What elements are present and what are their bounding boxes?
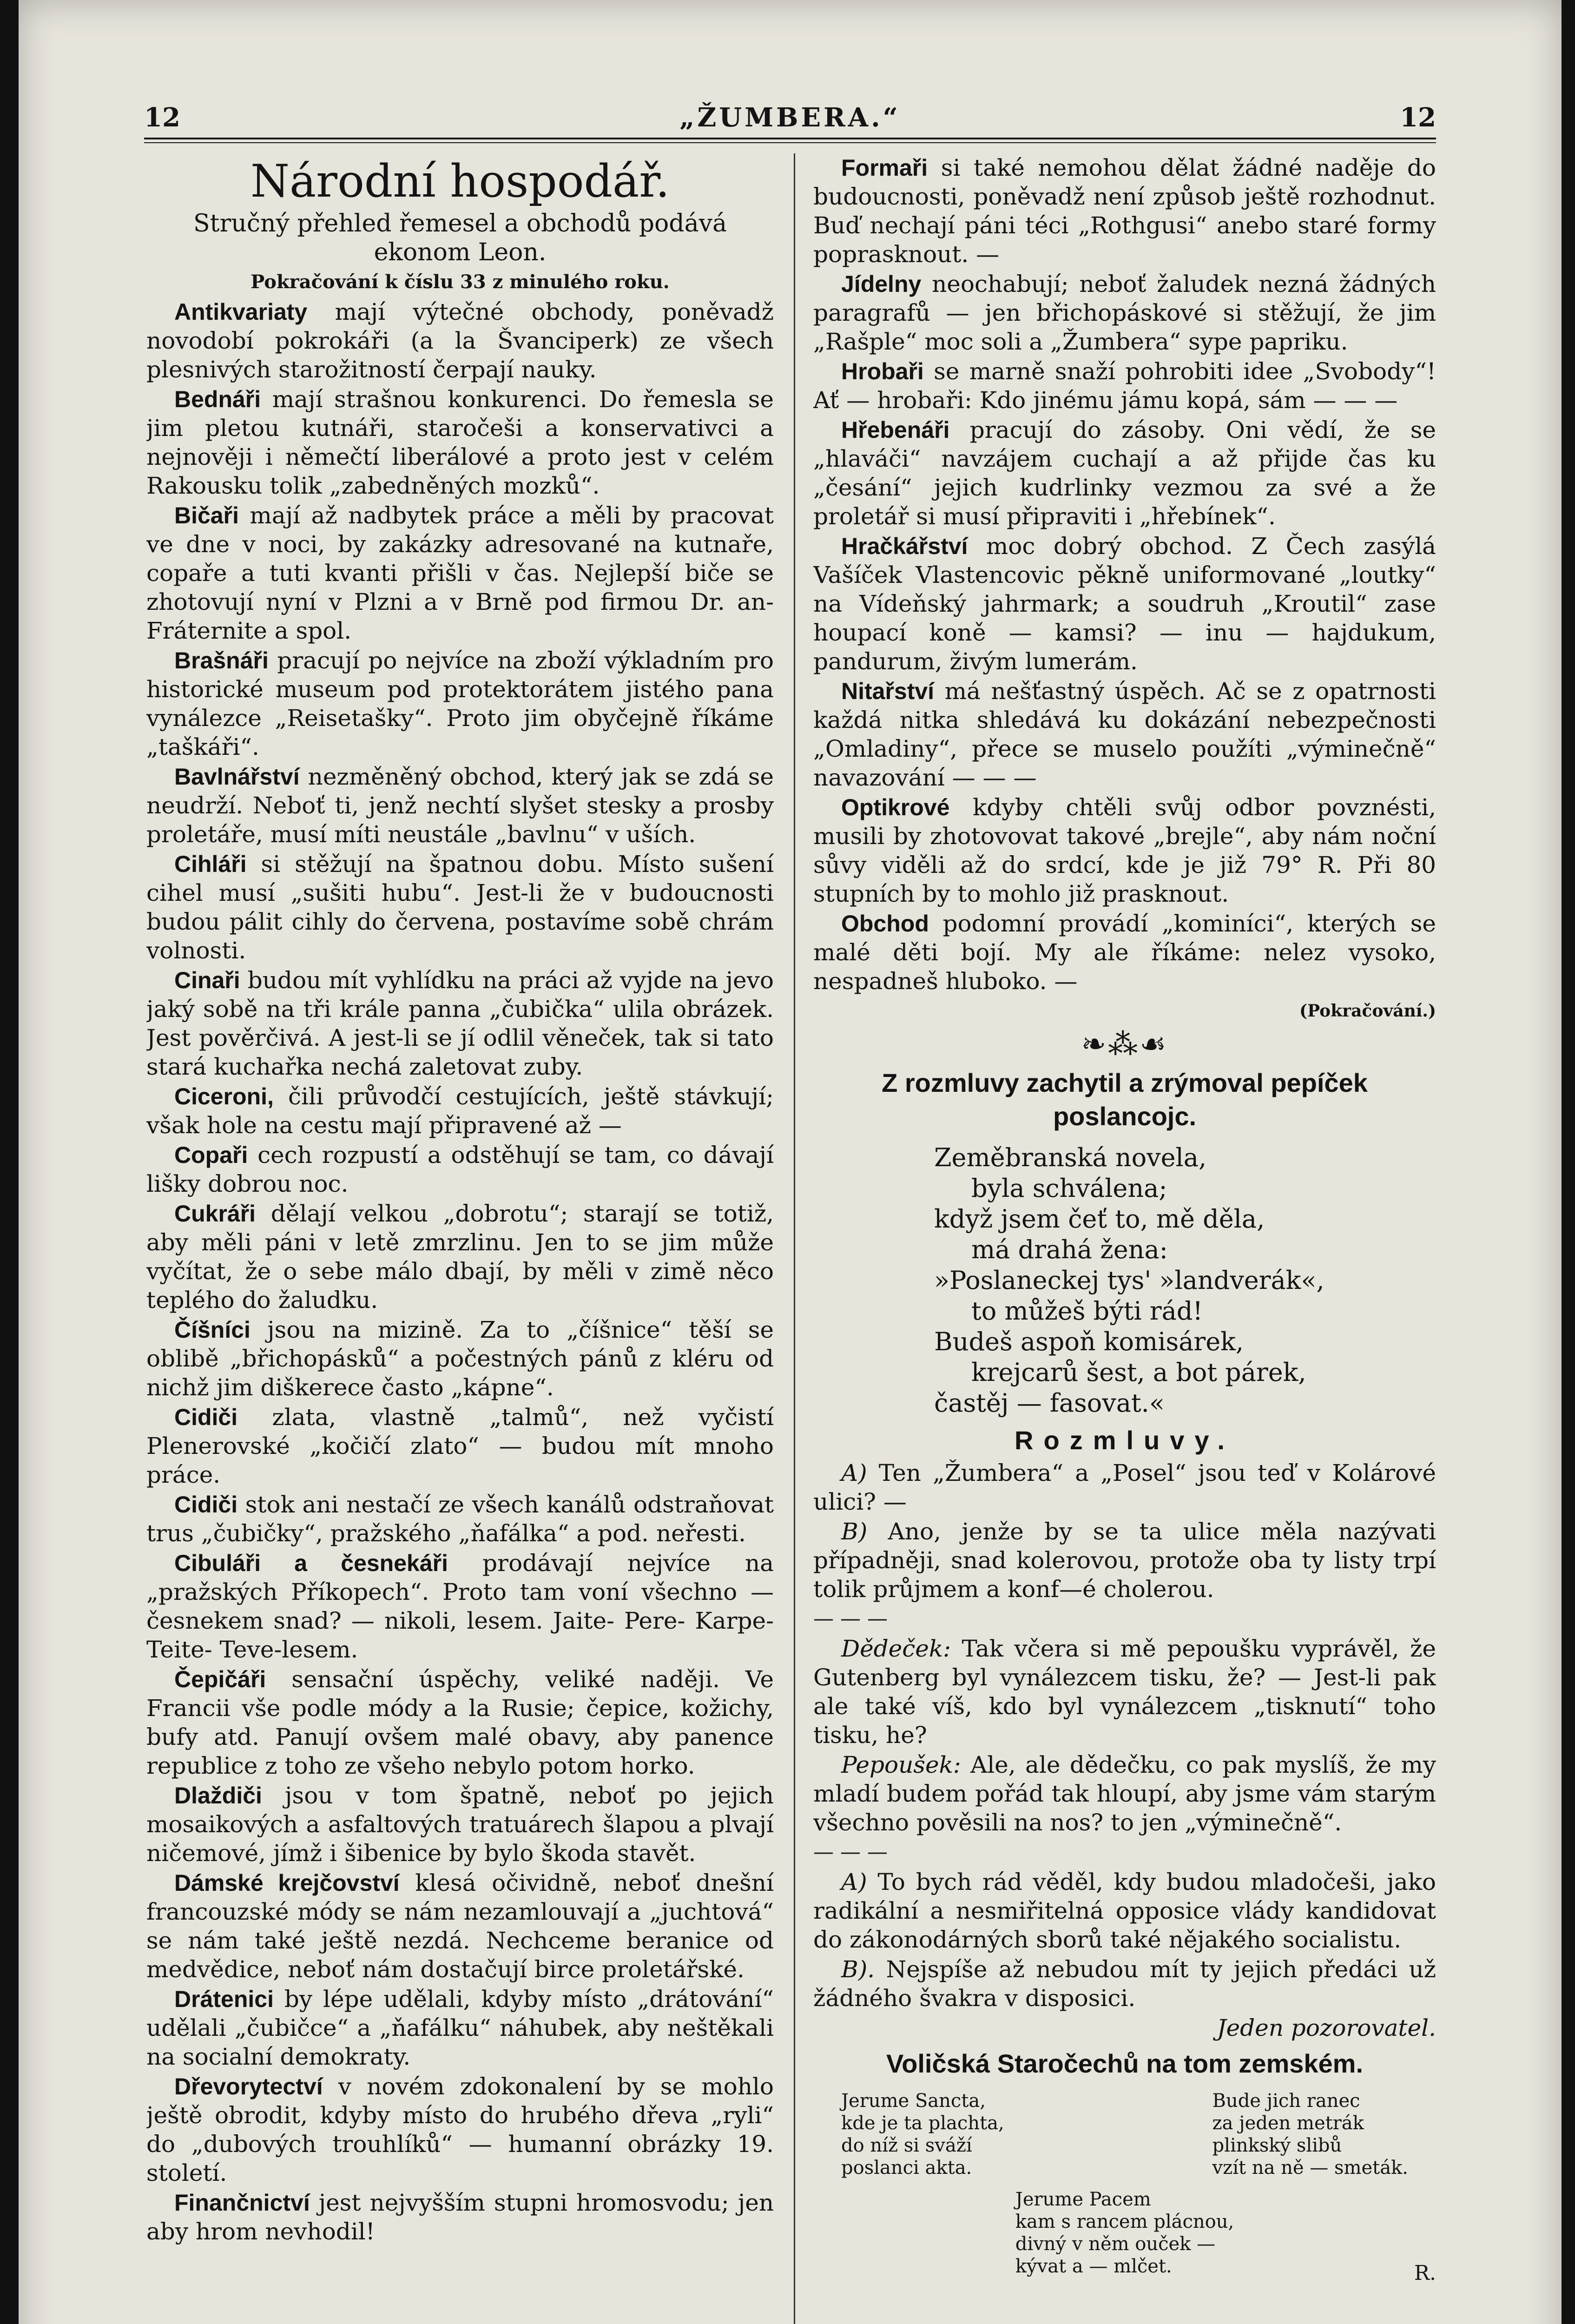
entry xyxy=(146,2188,774,2246)
poem xyxy=(934,1142,1436,1419)
verse-line: Bude jich ranec xyxy=(1212,2090,1360,2112)
entry-text: budou mít vyhlídku na práci až vyjde na jevo jaký sobě na tři krále panna „čubička“ ulila obrázek. Jest pověrčivá. A jest-li se jí odlil věneček, tak si tato stará kuchařka nechá zaletovat zuby. xyxy=(146,967,774,1080)
entry xyxy=(146,385,774,500)
column-divider xyxy=(794,153,795,2324)
entry-keyword: Cidiči xyxy=(174,1404,238,1430)
entry-text: stok ani nestačí ze všech kanálů odstraňovat trus „čubičky“, pražského „ňafálka“ a pod. neřesti. xyxy=(146,1491,774,1547)
entry-keyword: Cukráři xyxy=(174,1201,256,1227)
verse-line: vzít na ně — smeták. xyxy=(1212,2157,1408,2179)
poem-line: když jsem čeť to, mě děla, xyxy=(934,1204,1265,1234)
verse-right xyxy=(1213,2090,1408,2179)
entry-keyword: Ciceroni, xyxy=(174,1083,274,1109)
entry-keyword: Optikrové xyxy=(841,794,950,820)
poem-line: častěj — fasovat.« xyxy=(934,1388,1165,1418)
dialog-text: Nejspíše až nebudou mít ty jejich předáci už žádného švakra v disposici. xyxy=(813,1956,1436,2012)
verse-line: do níž si sváží xyxy=(841,2135,972,2156)
entry xyxy=(146,1490,774,1548)
entry-text: si také nemohou dělat žádné naděje do budoucnosti, poněvadž není způsob ještě rozhodnut. Buď nechají páni téci „Rothgusi“ anebo staré formy poprasknout. — xyxy=(813,154,1436,268)
entry-text: jest nejvyšším stupni hromosvodu; jen aby hrom nevhodil! xyxy=(146,2189,774,2245)
continued-note: (Pokračování.) xyxy=(1299,1001,1436,1021)
entry xyxy=(146,501,774,645)
ornament-divider-icon: ❧⁂☙ xyxy=(1081,1027,1168,1062)
speaker: A) xyxy=(841,1868,867,1895)
poem-line: byla schválena; xyxy=(971,1174,1167,1203)
entry-keyword: Bavlnářství xyxy=(174,764,300,790)
speaker: B) xyxy=(841,1518,868,1545)
verse-line: kde je ta plachta, xyxy=(841,2113,1004,2134)
entry-text: jsou v tom špatně, neboť po jejich mosaikových a asfaltových tratuárech šlapou a plvají ničemové, jímž i šibenice by bylo škoda stavět. xyxy=(146,1782,774,1867)
entry-keyword: Bednáři xyxy=(174,386,261,412)
entry-text: klesá očividně, neboť dnešní francouzské módy se nám nezamlouvají a „juchtová“ se nám také ještě nezdá. Nechceme beranice od medvědice, neboť nám dostačují birce proletářské. xyxy=(146,1869,774,1983)
entry-keyword: Antikvariaty xyxy=(174,299,308,325)
verse-line: poslanci akta. xyxy=(841,2157,972,2179)
verse-pair xyxy=(813,2090,1436,2179)
dialog-separator: — — — xyxy=(813,1840,888,1864)
dialog-line xyxy=(813,1955,1436,2013)
entry xyxy=(146,1141,774,1198)
entry xyxy=(146,1868,774,1984)
entry-keyword: Hřebenáři xyxy=(841,417,950,443)
speaker: A) xyxy=(841,1459,867,1486)
verse-line: kam s rancem plácnou, xyxy=(1015,2211,1234,2232)
page-number-right: 12 xyxy=(1400,102,1436,133)
verse-line: za jeden metrák xyxy=(1212,2113,1364,2134)
entry-keyword: Cihláři xyxy=(174,851,247,877)
entry xyxy=(146,646,774,761)
page-header xyxy=(144,98,1436,135)
entry-keyword: Brašnáři xyxy=(174,647,269,673)
entry xyxy=(813,793,1436,908)
entry xyxy=(813,532,1436,676)
speaker: Pepoušek: xyxy=(841,1751,961,1778)
entry-keyword: Čepičáři xyxy=(174,1666,266,1692)
poem-line: krejcarů šest, a bot párek, xyxy=(971,1358,1306,1387)
entry xyxy=(146,966,774,1081)
entry-text: mají výtečné obchody, poněvadž novodobí pokrokáři (a la Švanciperk) ze všech plesnivých starožitností čerpají nauky. xyxy=(146,298,774,383)
poem-line: »Poslaneckej tys' »landverák«, xyxy=(934,1266,1325,1295)
entry-text: pracují do zásoby. Oni vědí, že se „hlaváči“ navzájem cuchají a až přijde čas ku „česání“ jejich kudrlinky vezmou za své a že proletář si musí připraviti i „hřebínek“. xyxy=(813,416,1436,530)
continuation-note: Pokračování k číslu 33 z minulého roku. xyxy=(250,271,670,293)
final-signature: R. xyxy=(1414,2261,1436,2285)
entry-text: neochabují; neboť žaludek nezná žádných paragrafů — jen břichopáskové si stěžují, že jim „Rašple“ moc soli a „Žumbera“ sype papriku. xyxy=(813,271,1436,355)
dialog-line xyxy=(813,1517,1436,1604)
left-column xyxy=(146,153,774,2324)
entry-text: mají až nadbytek práce a měli by pracovat ve dne v noci, by zakázky adresované na kutnaře, copaře a tuti kvanti přišli v čas. Nejlepší biče se zhotovují nyní v Plzni a v Brně pod firmou Dr. an- Fráternite a spol. xyxy=(146,502,774,644)
entry xyxy=(146,297,774,384)
entry-keyword: Copaři xyxy=(174,1142,248,1168)
entry-keyword: Drátenici xyxy=(174,1986,274,2012)
entry-keyword: Finančnictví xyxy=(174,2190,310,2216)
entry-keyword: Dřevorytectví xyxy=(174,2073,323,2100)
right-column xyxy=(813,153,1436,2324)
entry xyxy=(813,677,1436,792)
speaker: Dědeček: xyxy=(841,1635,951,1662)
newspaper-page xyxy=(19,0,1562,2324)
entry-text: jsou na mizině. Za to „číšnice“ těší se oblibě „břichopásků“ a počestných pánů z kléru od nichž jim diškerece často „kápne“. xyxy=(146,1316,774,1401)
entry-keyword: Jídelny xyxy=(841,271,922,297)
entry xyxy=(146,1403,774,1489)
entry-text: cech rozpustí a odstěhují se tam, co dávají lišky dobrou noc. xyxy=(146,1142,774,1197)
dialog-line xyxy=(813,1459,1436,1516)
verse-center xyxy=(1015,2188,1234,2278)
entry xyxy=(146,1781,774,1868)
header-rule xyxy=(144,138,1436,143)
entry-keyword: Cidiči xyxy=(174,1492,238,1518)
entry-keyword: Cibuláři a česnekáři xyxy=(174,1550,448,1576)
poem-line: to můžeš býti rád! xyxy=(971,1296,1203,1326)
entry-text: má nešťastný úspěch. Ač se z opatrnosti každá nitka shledává ku dokázání nebezpečnosti „Omladiny“, přece se muselo použíti „výminečně“ navazování — — — xyxy=(813,678,1436,791)
entry-text: zlata, vlastně „talmů“, než vyčistí Plenerovské „kočičí zlato“ — budou mít mnoho práce. xyxy=(146,1404,774,1488)
dialogues-heading: Rozmluvy. xyxy=(1015,1426,1235,1455)
entry-text: se marně snaží pohrobiti idee „Svobody“! Ať — hrobaři: Kdo jinému jámu kopá, sám — — — xyxy=(813,358,1436,414)
entry-keyword: Obchod xyxy=(841,911,929,937)
verse-line: Jerume Pacem xyxy=(1015,2189,1151,2210)
dialog-separator: — — — xyxy=(813,1607,888,1631)
verse-line: kývat a — mlčet. xyxy=(1015,2256,1172,2277)
verse-left xyxy=(841,2090,1004,2179)
dialog-line xyxy=(813,1868,1436,1954)
entry xyxy=(813,416,1436,531)
entry xyxy=(146,2072,774,2187)
entry xyxy=(813,270,1436,356)
dialog-text: Ale, ale dědečku, co pak myslíš, že my mladí budem pořád tak hloupí, aby jsme vám starým všechno pověsili na nos? to jen „výminečně“. xyxy=(813,1751,1436,1836)
verse-heading: Voličská Staročechů na tom zemském. xyxy=(886,2049,1364,2078)
verse-line: plinkský slibů xyxy=(1212,2135,1342,2156)
entry xyxy=(146,850,774,965)
dialog-text: Ano, jenže by se ta ulice měla nazývati případněji, snad kolerovou, protože oba ty listy trpí tolik průjmem a konf—é cholerou. xyxy=(813,1518,1436,1603)
entry xyxy=(146,1549,774,1664)
entry-keyword: Cinaři xyxy=(174,967,240,993)
entry-text: sensační úspěchy, veliké naději. Ve Francii vše podle módy a la Rusie; čepice, kožichy, bufy atd. Panují ovšem malé obavy, aby panence republice z toho ze všeho nebylo potom horko. xyxy=(146,1666,774,1779)
poem-line: Budeš aspoň komisárek, xyxy=(934,1327,1244,1356)
entry-text: kdyby chtěli svůj odbor povznésti, musili by zhotovovat takové „brejle“, aby nám noční sůvy viděli až do srdcí, kde je již 79° R. Při 80 stupních by to mohlo již prasknout. xyxy=(813,794,1436,907)
entry-keyword: Formaři xyxy=(841,155,928,181)
entry-text: pracují po nejvíce na zboží výkladním pro historické museum pod protektorátem jistého pana vynálezce „Reisetašky“. Proto jim obyčejně říkáme „taškáři“. xyxy=(146,647,774,760)
entry-keyword: Hračkářství xyxy=(841,533,968,559)
poem-line: má drahá žena: xyxy=(971,1235,1168,1264)
section-heading: Národní hospodář. xyxy=(250,155,670,207)
entry xyxy=(813,357,1436,415)
dialog-text: Ten „Žumbera“ a „Posel“ jsou teď v Kolárové ulici? — xyxy=(813,1459,1436,1515)
verse-line: divný v něm ouček — xyxy=(1015,2233,1216,2255)
entry xyxy=(813,909,1436,996)
entry-text: podomní provádí „kominíci“, kterých se malé děti bojí. My ale říkáme: nelez vysoko, nespadneš hluboko. — xyxy=(813,910,1436,995)
entry xyxy=(146,1665,774,1780)
entry xyxy=(146,1315,774,1402)
page-number-left: 12 xyxy=(144,102,180,133)
poem-line: Zeměbranská novela, xyxy=(934,1143,1207,1172)
poem-heading: Z rozmluvy zachytil a zrýmoval pepíček poslancojc. xyxy=(882,1068,1368,1131)
masthead-title: „ŽUMBERA.“ xyxy=(679,102,901,133)
speaker: B). xyxy=(841,1956,875,1983)
entry-keyword: Dlaždiči xyxy=(174,1783,262,1809)
entry-text: mají strašnou konkurenci. Do řemesla se jim pletou kutnáři, staročeši a konservativci a nejnověji i němečtí liberálové a proto jest v celém Rakousku tolik „zabedněných mozků“. xyxy=(146,386,774,499)
entry xyxy=(813,153,1436,269)
entry-keyword: Hrobaři xyxy=(841,358,924,384)
entry xyxy=(146,1082,774,1140)
entry-text: v novém zdokonalení by se mohlo ještě obrodit, kdyby místo do hrubého dřeva „ryli“ do „dubových trouhlíků“ — humanní obrázky 19. století. xyxy=(146,2073,774,2186)
entry-text: si stěžují na špatnou dobu. Místo sušení cihel musí „sušiti hubu“. Jest-li že v budoucnosti budou pálit cihly do červena, postavíme sobě chrám volnosti. xyxy=(146,851,774,964)
author-signature: Jeden pozorovatel. xyxy=(1217,2014,1436,2041)
entry-text: moc dobrý obchod. Z Čech zasýlá Vašíček Vlastencovic pěkně uniformované „loutky“ na Vídeňský jahrmark; a soudruh „Kroutil“ zase houpací koně — kamsi? — inu — hajdukum, pandurum, živým lumerám. xyxy=(813,533,1436,675)
entry xyxy=(146,762,774,849)
entry-text: prodávají nejvíce na „pražských Příkopech“. Proto tam voní všechno — česnekem snad? — nikoli, lesem. Jaite- Pere- Karpe- Teite- Teve-lesem. xyxy=(146,1550,774,1663)
entry-keyword: Bičaři xyxy=(174,502,239,528)
entry-keyword: Číšníci xyxy=(174,1317,250,1343)
entry-text: dělají velkou „dobrotu“; starají se totiž, aby měli páni v letě zmrzlinu. Jen to se jim může vyčítat, že o sebe málo dbají, by měli v zimě něco teplého do žaludku. xyxy=(146,1200,774,1314)
entry-keyword: Dámské krejčovství xyxy=(174,1870,400,1896)
entry-text: by lépe udělali, kdyby místo „drátování“ udělali „čubičce“ a „ňafálku“ náhubek, aby neštěkali na socialní demokraty. xyxy=(146,1986,774,2070)
dialog-text: To bych rád věděl, kdy budou mladočeši, jako radikální a nesmiřitelná opposice vlády kandidovat do zákonodárných sborů také nějakého socialistu. xyxy=(813,1868,1436,1953)
entry-text: nezměněný obchod, který jak se zdá se neudrží. Neboť ti, jenž nechtí slyšet stesky a prosby proletáře, musí míti neustále „bavlnu“ v uších. xyxy=(146,763,774,848)
dialog-line xyxy=(813,1634,1436,1750)
entry-keyword: Nitařství xyxy=(841,678,935,704)
dialog-line xyxy=(813,1750,1436,1837)
entry xyxy=(146,1199,774,1314)
entry-text: čili průvodčí cestujících, ještě stávkují; však hole na cestu mají připravené až — xyxy=(146,1083,774,1139)
section-subtitle: Stručný přehled řemesel a obchodů podává ekonom Leon. xyxy=(193,210,727,266)
verse-line: Jerume Sancta, xyxy=(841,2090,986,2112)
entry xyxy=(146,1985,774,2071)
dialog-text: Tak včera si mě pepoušku vyprávěl, že Gutenberg byl vynálezcem tisku, že? — Jest-li pak ale také víš, kdo byl vynálezcem „tisknutí“ toho tisku, he? xyxy=(813,1635,1436,1749)
